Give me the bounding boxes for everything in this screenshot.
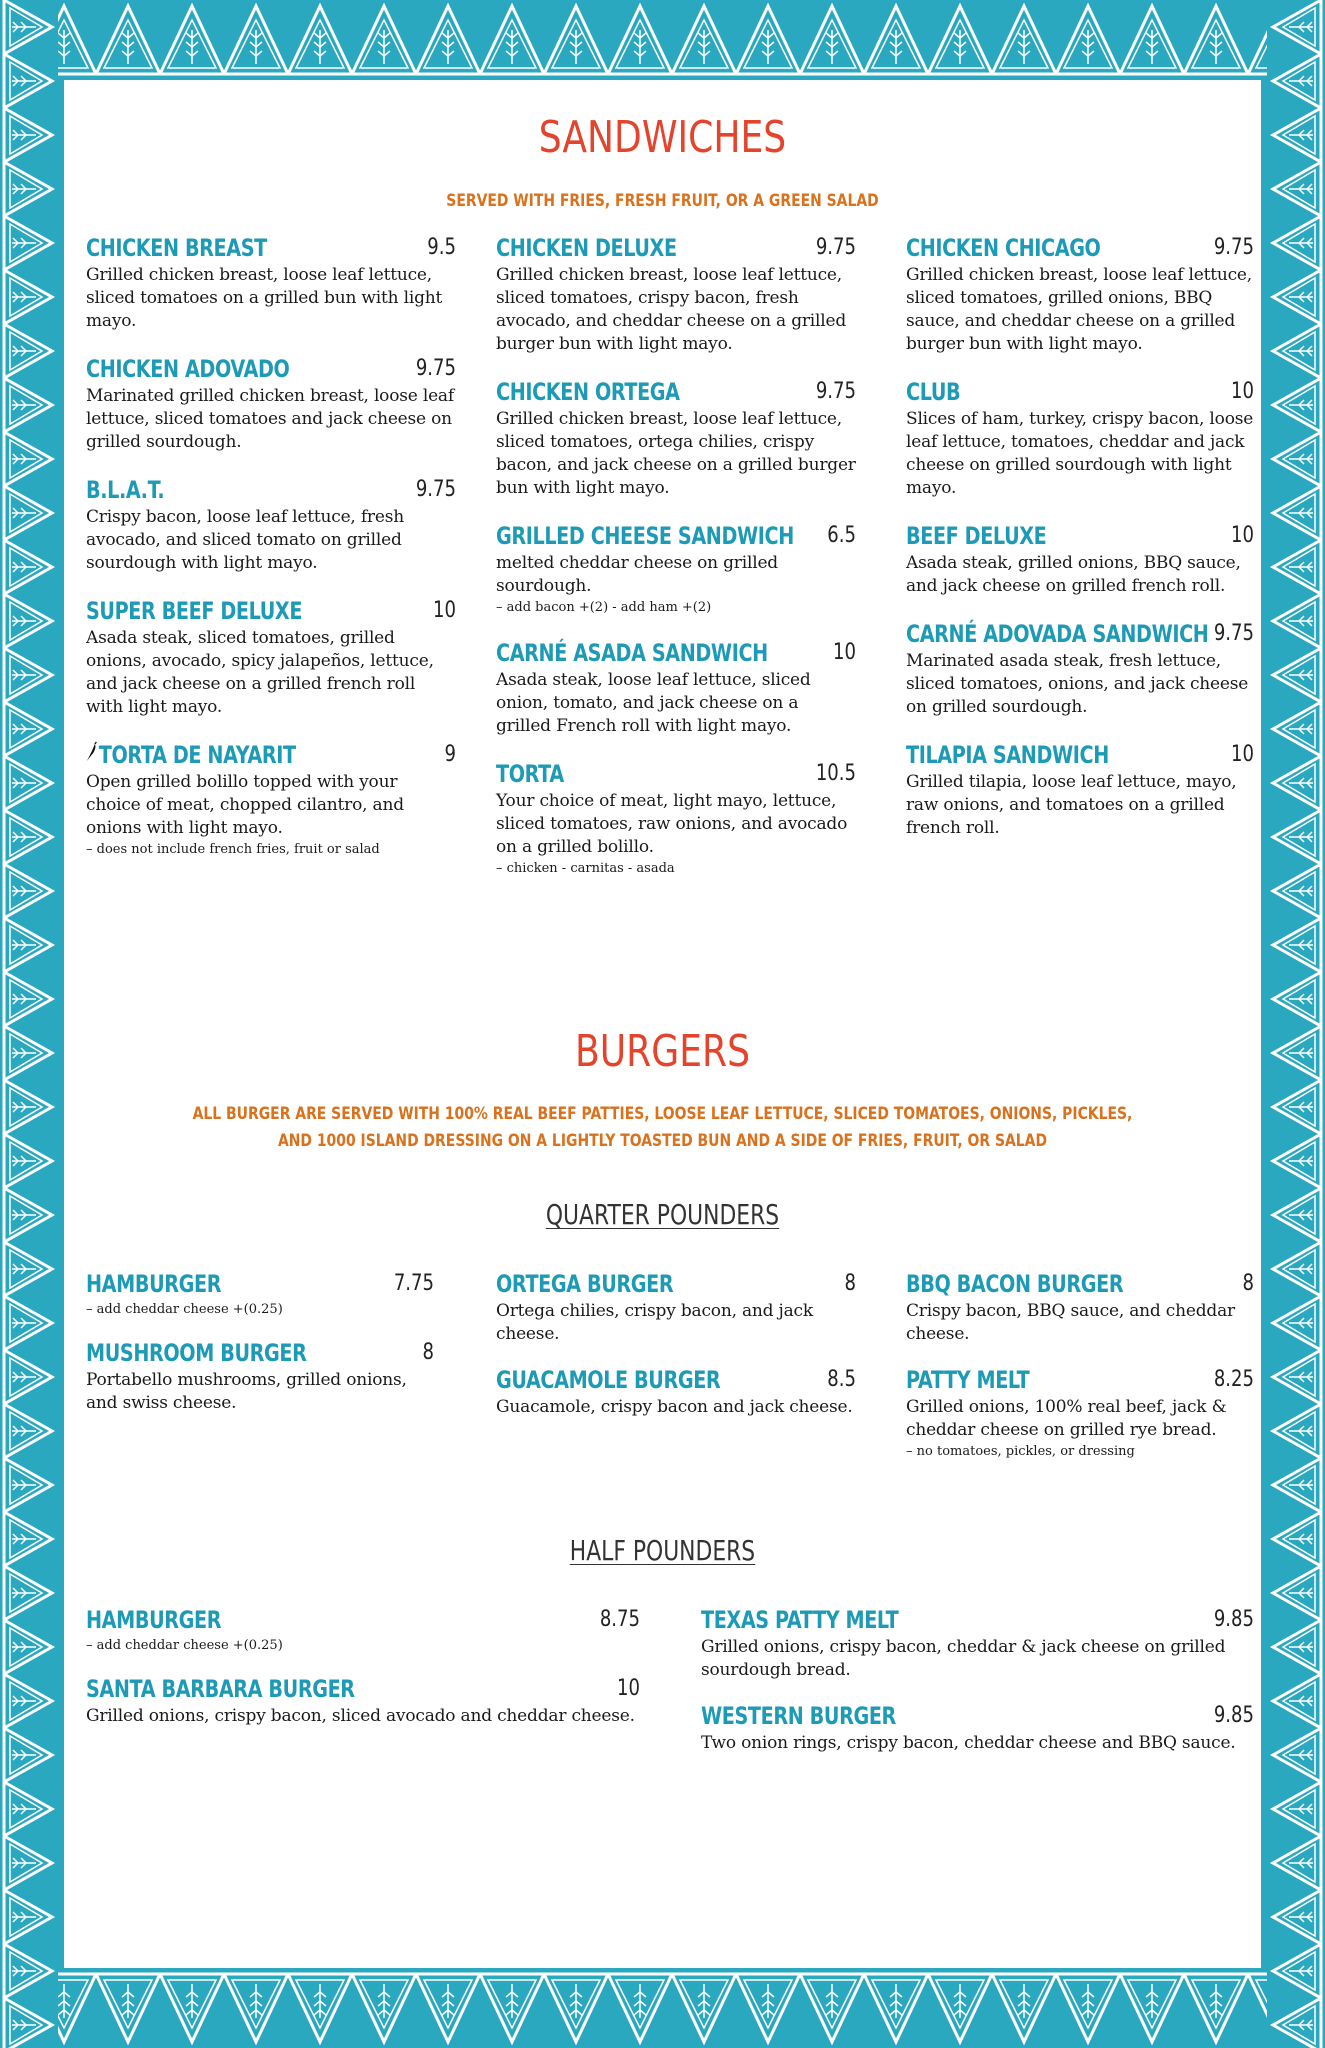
menu-item-name-text: CLUB [906, 378, 961, 406]
menu-item-header [86, 1606, 640, 1636]
menu-item-name [701, 1606, 898, 1634]
menu-item-description: Slices of ham, turkey, crispy bacon, loose leaf lettuce, tomatoes, cheddar and jack cheese on grilled sourdough with light mayo. [906, 409, 1254, 498]
menu-item-name-text: BEEF DELUXE [906, 522, 1047, 550]
menu-item-torta-de-nayarit [86, 741, 456, 859]
menu-item-price: 10 [1231, 742, 1254, 767]
menu-item-hamburger [86, 1606, 640, 1655]
menu-item-grilled-cheese-sandwich [496, 522, 856, 617]
menu-item-description: Asada steak, grilled onions, BBQ sauce, and jack cheese on grilled french roll. [906, 553, 1241, 596]
border-top-pattern [0, 0, 1325, 78]
menu-item-name-text: CARNÉ ADOVADA SANDWICH [906, 620, 1209, 648]
menu-item-name [86, 1606, 221, 1634]
menu-item-description: Grilled chicken breast, loose leaf lettuce, sliced tomatoes on a grilled bun with light mayo. [86, 265, 443, 331]
menu-item-description: Ortega chilies, crispy bacon, and jack cheese. [496, 1301, 813, 1344]
border-bottom-pattern [0, 1970, 1325, 2048]
menu-item-price: 10 [833, 640, 856, 665]
menu-item-description: Guacamole, crispy bacon and jack cheese. [496, 1397, 853, 1417]
menu-item-note: – no tomatoes, pickles, or dressing [906, 1444, 1135, 1459]
chili-pepper-icon [86, 741, 97, 763]
menu-item-header [496, 1366, 856, 1396]
menu-item-description: Marinated asada steak, fresh lettuce, sliced tomatoes, onions, and jack cheese on grilled sourdough. [906, 651, 1249, 717]
sandwiches-column-2 [496, 234, 856, 878]
menu-item-price: 8.5 [827, 1367, 856, 1392]
menu-item-header [86, 355, 456, 385]
menu-item-description: Grilled onions, 100% real beef, jack & cheddar cheese on grilled rye bread. [906, 1397, 1227, 1440]
menu-item-name-text: TORTA DE NAYARIT [98, 741, 296, 769]
menu-item-price: 10 [1231, 379, 1254, 404]
sandwiches-column-3 [906, 234, 1254, 840]
burgers-title: BURGERS [575, 1026, 750, 1077]
menu-item-description: Grilled tilapia, loose leaf lettuce, mayo, raw onions, and tomatoes on a grilled french roll. [906, 772, 1237, 838]
menu-item-name-text: CHICKEN BREAST [86, 234, 267, 262]
menu-item-mushroom-burger [86, 1339, 434, 1415]
menu-item-price: 10 [433, 598, 456, 623]
menu-item-name-text: MUSHROOM BURGER [86, 1339, 307, 1367]
menu-item-price: 9 [444, 742, 456, 767]
menu-item-chicken-adovado [86, 355, 456, 454]
menu-item-note: – does not include french fries, fruit or salad [86, 842, 380, 857]
menu-item-name-text: CHICKEN ADOVADO [86, 355, 290, 383]
menu-item-name-text: GRILLED CHEESE SANDWICH [496, 522, 794, 550]
quarter-pounders-column-3 [906, 1270, 1254, 1461]
menu-item-description: Crispy bacon, loose leaf lettuce, fresh avocado, and sliced tomato on grilled sourdough with light mayo. [86, 507, 404, 573]
menu-item-header [86, 1675, 640, 1705]
menu-item-description: Your choice of meat, light mayo, lettuce, sliced tomatoes, raw onions, and avocado on a grilled bolillo. [496, 791, 848, 857]
menu-item-name [86, 355, 289, 383]
menu-item-name [701, 1702, 896, 1730]
menu-item-note: – add bacon +(2) - add ham +(2) [496, 600, 712, 615]
menu-item-price: 9.75 [1213, 621, 1254, 646]
sandwiches-title: SANDWICHES [538, 112, 787, 163]
menu-item-description: Crispy bacon, BBQ sauce, and cheddar cheese. [906, 1301, 1235, 1344]
menu-item-header [701, 1702, 1254, 1732]
menu-item-name [496, 1366, 720, 1394]
menu-item-chicken-ortega [496, 378, 856, 500]
menu-item-hamburger [86, 1270, 434, 1319]
menu-item-carne-adovada-sandwich [906, 620, 1254, 719]
menu-item-name-text: GUACAMOLE BURGER [496, 1366, 721, 1394]
menu-item-name [906, 522, 1046, 550]
menu-item-name [86, 1270, 221, 1298]
menu-item-name-text: CHICKEN DELUXE [496, 234, 677, 262]
menu-item-name [906, 234, 1100, 262]
menu-item-header [906, 1270, 1254, 1300]
menu-item-name [906, 620, 1208, 648]
menu-item-name [496, 639, 768, 667]
menu-item-header [906, 378, 1254, 408]
menu-item-price: 9.85 [1213, 1703, 1254, 1728]
menu-item-club [906, 378, 1254, 500]
menu-item-torta [496, 760, 856, 878]
menu-item-name-text: SANTA BARBARA BURGER [86, 1675, 355, 1703]
menu-item-chicken-breast [86, 234, 456, 333]
half-pounders-column-1 [86, 1606, 640, 1728]
menu-item-header [906, 234, 1254, 264]
menu-item-price: 8.25 [1213, 1367, 1254, 1392]
menu-item-guacamole-burger [496, 1366, 856, 1419]
menu-panel [64, 80, 1261, 1968]
menu-item-header [86, 1270, 434, 1300]
menu-item-name [86, 476, 164, 504]
menu-item-name [906, 378, 960, 406]
menu-item-name-text: HAMBURGER [86, 1270, 222, 1298]
sandwiches-column-1 [86, 234, 456, 859]
menu-item-header [906, 741, 1254, 771]
menu-item-super-beef-deluxe [86, 597, 456, 719]
menu-item-description: Two onion rings, crispy bacon, cheddar cheese and BBQ sauce. [701, 1733, 1236, 1753]
half-pounders-heading: HALF POUNDERS [569, 1534, 756, 1567]
menu-item-name-text: SUPER BEEF DELUXE [86, 597, 303, 625]
menu-item-name-text: CHICKEN ORTEGA [496, 378, 680, 406]
menu-item-chicken-chicago [906, 234, 1254, 356]
menu-item-name [496, 760, 564, 788]
menu-item-header [496, 639, 856, 669]
menu-item-name [906, 741, 1109, 769]
border-right-pattern [1267, 0, 1325, 2048]
menu-item-description: Grilled chicken breast, loose leaf lettuce, sliced tomatoes, crispy bacon, fresh avocado, and cheddar cheese on a grilled burger bun with light mayo. [496, 265, 847, 354]
quarter-pounders-heading: QUARTER POUNDERS [545, 1198, 780, 1231]
menu-item-name [496, 1270, 673, 1298]
menu-item-header [906, 620, 1254, 650]
menu-item-description: Open grilled bolillo topped with your choice of meat, chopped cilantro, and onions with light mayo. [86, 772, 404, 838]
menu-item-name [86, 597, 302, 625]
menu-item-name [496, 378, 680, 406]
menu-item-name [496, 234, 677, 262]
menu-item-bbq-bacon-burger [906, 1270, 1254, 1346]
menu-item-patty-melt [906, 1366, 1254, 1461]
menu-item-header [86, 1339, 434, 1369]
menu-item-price: 9.75 [415, 477, 456, 502]
menu-item-price: 10.5 [815, 761, 856, 786]
menu-item-price: 9.75 [1213, 235, 1254, 260]
menu-item-beef-deluxe [906, 522, 1254, 598]
menu-item-santa-barbara-burger [86, 1675, 640, 1728]
menu-item-name [86, 741, 296, 769]
menu-item-name-text: TEXAS PATTY MELT [701, 1606, 899, 1634]
menu-item-name-text: WESTERN BURGER [701, 1702, 896, 1730]
menu-item-name [906, 1270, 1123, 1298]
menu-item-price: 9.75 [815, 379, 856, 404]
menu-item-header [86, 741, 456, 771]
menu-item-price: 10 [617, 1676, 640, 1701]
menu-item-name [496, 522, 794, 550]
menu-item-texas-patty-melt [701, 1606, 1254, 1682]
menu-item-name [906, 1366, 1029, 1394]
menu-item-price: 9.5 [427, 235, 456, 260]
menu-item-note: – chicken - carnitas - asada [496, 861, 675, 876]
menu-item-note: – add cheddar cheese +(0.25) [86, 1302, 283, 1317]
menu-item-name-text: B.L.A.T. [86, 476, 165, 504]
menu-item-header [496, 378, 856, 408]
menu-item-price: 9.75 [415, 356, 456, 381]
menu-item-price: 6.5 [827, 523, 856, 548]
menu-item-name-text: BBQ BACON BURGER [906, 1270, 1124, 1298]
menu-item-name-text: TORTA [496, 760, 564, 788]
menu-item-price: 9.85 [1213, 1607, 1254, 1632]
menu-item-tilapia-sandwich [906, 741, 1254, 840]
menu-item-header [906, 1366, 1254, 1396]
menu-item-name-text: CHICKEN CHICAGO [906, 234, 1101, 262]
menu-item-description: Grilled chicken breast, loose leaf lettuce, sliced tomatoes, grilled onions, BBQ sauce, and cheddar cheese on a grilled burger bun with light mayo. [906, 265, 1252, 354]
menu-item-description: Grilled onions, crispy bacon, cheddar & jack cheese on grilled sourdough bread. [701, 1637, 1226, 1680]
menu-item-description: Grilled onions, crispy bacon, sliced avocado and cheddar cheese. [86, 1706, 635, 1726]
menu-item-ortega-burger [496, 1270, 856, 1346]
menu-item-header [701, 1606, 1254, 1636]
menu-item-description: melted cheddar cheese on grilled sourdough. [496, 553, 778, 596]
menu-item-header [496, 234, 856, 264]
menu-item-chicken-deluxe [496, 234, 856, 356]
menu-item-price: 8 [844, 1271, 856, 1296]
sandwiches-subtitle: SERVED WITH FRIES, FRESH FRUIT, OR A GREEN SALAD [446, 191, 879, 211]
menu-item-description: Marinated grilled chicken breast, loose leaf lettuce, sliced tomatoes and jack cheese on grilled sourdough. [86, 386, 454, 452]
menu-item-price: 8.75 [599, 1607, 640, 1632]
menu-item-name-text: PATTY MELT [906, 1366, 1030, 1394]
menu-item-carne-asada-sandwich [496, 639, 856, 738]
menu-item-name [86, 234, 267, 262]
border-left-pattern [0, 0, 58, 2048]
menu-item-name [86, 1675, 355, 1703]
menu-item-name-text: HAMBURGER [86, 1606, 222, 1634]
burgers-subtitle: ALL BURGER ARE SERVED WITH 100% REAL BEEF PATTIES, LOOSE LEAF LETTUCE, SLICED TOMATOES, ONIONS, PICKLES, AND 1000 ISLAND DRESSING ON A LIGHTLY TOASTED BUN AND A SIDE OF FRIES, FRUIT, OR SALAD [192, 1104, 1133, 1151]
quarter-pounders-column-2 [496, 1270, 856, 1419]
menu-item-header [86, 597, 456, 627]
menu-item-note: – add cheddar cheese +(0.25) [86, 1638, 283, 1653]
menu-item-description: Asada steak, loose leaf lettuce, sliced onion, tomato, and jack cheese on a grilled French roll with light mayo. [496, 670, 811, 736]
menu-item-header [496, 760, 856, 790]
menu-item-western-burger [701, 1702, 1254, 1755]
menu-item-description: Grilled chicken breast, loose leaf lettuce, sliced tomatoes, ortega chilies, crispy bacon, and jack cheese on a grilled burger bun with light mayo. [496, 409, 856, 498]
menu-item-name-text: CARNÉ ASADA SANDWICH [496, 639, 768, 667]
menu-item-name [86, 1339, 306, 1367]
menu-item-header [496, 1270, 856, 1300]
menu-item-name-text: TILAPIA SANDWICH [906, 741, 1109, 769]
menu-item-header [86, 234, 456, 264]
menu-item-price: 9.75 [815, 235, 856, 260]
quarter-pounders-column-1 [86, 1270, 434, 1415]
menu-item-price: 7.75 [393, 1271, 434, 1296]
menu-item-header [496, 522, 856, 552]
menu-item-description: Portabello mushrooms, grilled onions, and swiss cheese. [86, 1370, 407, 1413]
menu-item-description: Asada steak, sliced tomatoes, grilled onions, avocado, spicy jalapeños, lettuce, and jack cheese on a grilled french roll with light mayo. [86, 628, 434, 717]
menu-item-b-l-a-t [86, 476, 456, 575]
menu-item-price: 8 [422, 1340, 434, 1365]
menu-item-name-text: ORTEGA BURGER [496, 1270, 674, 1298]
menu-item-header [86, 476, 456, 506]
menu-item-price: 8 [1242, 1271, 1254, 1296]
half-pounders-column-2 [701, 1606, 1254, 1755]
menu-item-header [906, 522, 1254, 552]
menu-item-price: 10 [1231, 523, 1254, 548]
